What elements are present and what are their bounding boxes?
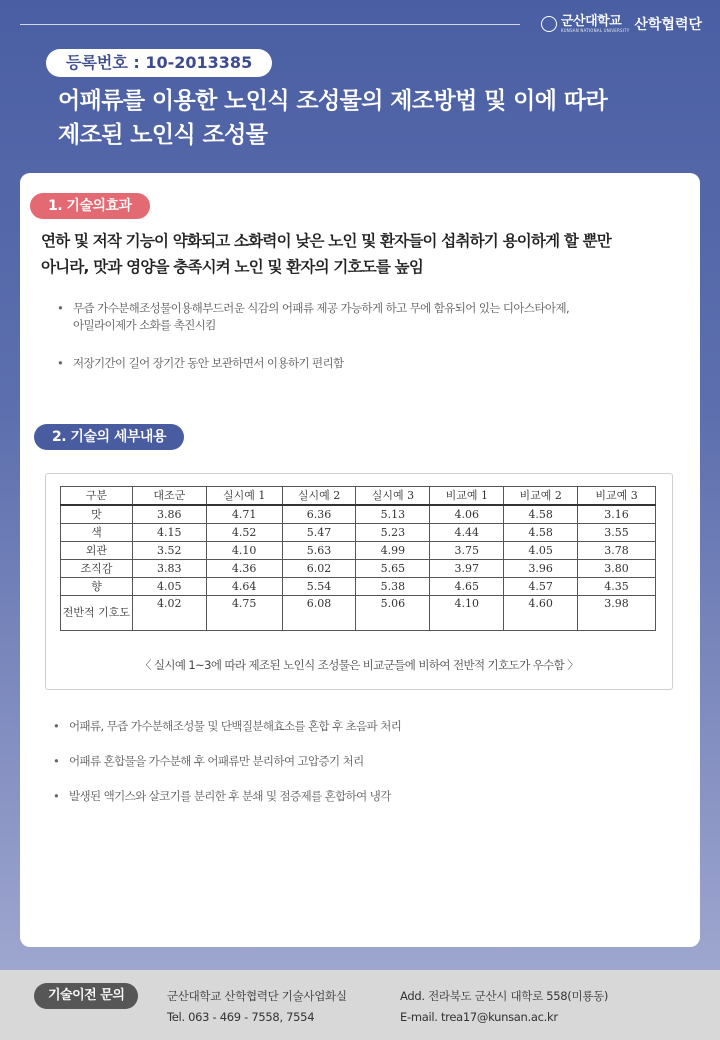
- table-cell: 3.80: [578, 560, 656, 578]
- registration-number-badge: 등록번호 : 10-2013385: [46, 49, 272, 77]
- table-cell: 5.06: [356, 596, 430, 631]
- university-emblem-icon: [541, 16, 557, 32]
- table-cell: 조직감: [61, 560, 133, 578]
- table-cell: 외관: [61, 542, 133, 560]
- effect-bullet-list: [57, 300, 657, 393]
- results-table-box: [45, 473, 673, 690]
- table-cell: 4.57: [504, 578, 578, 596]
- table-cell: 4.52: [206, 524, 282, 542]
- table-cell: 4.35: [578, 578, 656, 596]
- effect-summary: [41, 228, 686, 280]
- table-cell: 3.86: [132, 505, 206, 524]
- bullet-text: 아밀라이제가 소화를 촉진시킴: [73, 318, 216, 332]
- table-cell: 4.75: [206, 596, 282, 631]
- table-cell: 5.54: [282, 578, 356, 596]
- column-header: 실시예 3: [356, 487, 430, 506]
- list-item: [57, 355, 657, 372]
- table-row: [61, 560, 656, 578]
- contact-label: 기술이전 문의: [34, 983, 138, 1009]
- content-card: [20, 173, 700, 947]
- table-cell: 4.06: [430, 505, 504, 524]
- page-title: [58, 84, 698, 152]
- table-cell: 4.65: [430, 578, 504, 596]
- table-cell: 4.10: [430, 596, 504, 631]
- table-cell: 3.55: [578, 524, 656, 542]
- table-cell: 3.52: [132, 542, 206, 560]
- table-cell: 4.71: [206, 505, 282, 524]
- table-cell: 3.83: [132, 560, 206, 578]
- table-cell: 6.08: [282, 596, 356, 631]
- contact-email: E-mail. trea17@kunsan.ac.kr: [400, 1010, 558, 1024]
- table-row: [61, 578, 656, 596]
- table-cell: 4.10: [206, 542, 282, 560]
- table-cell: 색: [61, 524, 133, 542]
- bullet-text: • 저장기간이 길어 장기간 동안 보관하면서 이용하기 편리함: [73, 356, 344, 370]
- table-cell: 3.78: [578, 542, 656, 560]
- table-header-row: [61, 487, 656, 506]
- table-row: [61, 542, 656, 560]
- table-cell: 4.05: [132, 578, 206, 596]
- column-header: 실시예 1: [206, 487, 282, 506]
- table-cell: 4.60: [504, 596, 578, 631]
- table-cell: 5.63: [282, 542, 356, 560]
- table-cell: 6.36: [282, 505, 356, 524]
- contact-address: Add. 전라북도 군산시 대학로 558(미룡동): [400, 989, 609, 1003]
- logo-main-text: 군산대학교: [560, 14, 622, 29]
- table-cell: 4.58: [504, 505, 578, 524]
- table-row: [61, 524, 656, 542]
- table-cell: 3.98: [578, 596, 656, 631]
- column-header: 비교예 3: [578, 487, 656, 506]
- list-item: • 발생된 액기스와 살코기를 분리한 후 분쇄 및 점증제를 혼합하여 냉각: [53, 788, 653, 805]
- bullet-text: • 무즙 가수분해조성물이용해부드러운 식감의 어패류 제공 가능하게 하고 무에 함유되어 있는 디아스타아제,: [73, 301, 570, 315]
- list-item: • 어패류, 무즙 가수분해조성물 및 단백질분해효소를 혼합 후 초음파 처리: [53, 718, 653, 735]
- preference-results-table: [60, 486, 656, 631]
- table-cell: 4.58: [504, 524, 578, 542]
- effect-summary-line-2: 아니라, 맛과 영양을 충족시켜 노인 및 환자의 기호도를 높임: [41, 258, 424, 276]
- university-logo: [541, 14, 702, 34]
- table-cell: 전반적 기호도: [61, 596, 133, 631]
- title-line-2: 제조된 노인식 조성물: [58, 122, 268, 148]
- table-caption: 〈 실시예 1~3에 따라 제조된 노인식 조성물은 비교군들에 비하여 전반적 기호도가 우수함 〉: [139, 658, 579, 672]
- logo-sub-text: KUNSAN NATIONAL UNIVERSITY: [560, 28, 630, 33]
- column-header: 실시예 2: [282, 487, 356, 506]
- table-cell: 5.13: [356, 505, 430, 524]
- table-cell: 5.65: [356, 560, 430, 578]
- table-cell: 4.36: [206, 560, 282, 578]
- logo-text: [561, 15, 629, 33]
- table-row: [61, 596, 656, 631]
- contact-org: 군산대학교 산학협력단 기술사업화실: [167, 989, 347, 1003]
- table-cell: 6.02: [282, 560, 356, 578]
- table-cell: 향: [61, 578, 133, 596]
- table-cell: 4.99: [356, 542, 430, 560]
- table-cell: 4.02: [132, 596, 206, 631]
- list-item: [57, 300, 657, 334]
- table-cell: 3.75: [430, 542, 504, 560]
- title-line-1: 어패류를 이용한 노인식 조성물의 제조방법 및 이에 따라: [58, 88, 608, 114]
- column-header: 비교예 2: [504, 487, 578, 506]
- table-cell: 5.38: [356, 578, 430, 596]
- table-cell: 3.16: [578, 505, 656, 524]
- column-header: 비교예 1: [430, 487, 504, 506]
- detail-bullet-list: [53, 718, 653, 823]
- contact-phone: Tel. 063 - 469 - 7558, 7554: [167, 1010, 315, 1024]
- table-cell: 맛: [61, 505, 133, 524]
- header-divider: [20, 24, 520, 25]
- table-cell: 4.15: [132, 524, 206, 542]
- table-cell: 3.97: [430, 560, 504, 578]
- logo-dept-text: 산학협력단: [634, 17, 702, 33]
- section-1-label: 1. 기술의효과: [30, 193, 150, 219]
- section-2-label: 2. 기술의 세부내용: [34, 424, 184, 450]
- list-item: • 어패류 혼합물을 가수분해 후 어패류만 분리하여 고압증기 처리: [53, 753, 653, 770]
- column-header: 구분: [61, 487, 133, 506]
- table-cell: 4.64: [206, 578, 282, 596]
- table-cell: 3.96: [504, 560, 578, 578]
- table-cell: 5.47: [282, 524, 356, 542]
- contact-footer: [0, 970, 720, 1040]
- table-cell: 4.44: [430, 524, 504, 542]
- effect-summary-line-1: 연하 및 저작 기능이 약화되고 소화력이 낮은 노인 및 환자들이 섭취하기 용이하게 할 뿐만: [41, 232, 611, 250]
- table-cell: 4.05: [504, 542, 578, 560]
- table-row: [61, 505, 656, 524]
- table-cell: 5.23: [356, 524, 430, 542]
- column-header: 대조군: [132, 487, 206, 506]
